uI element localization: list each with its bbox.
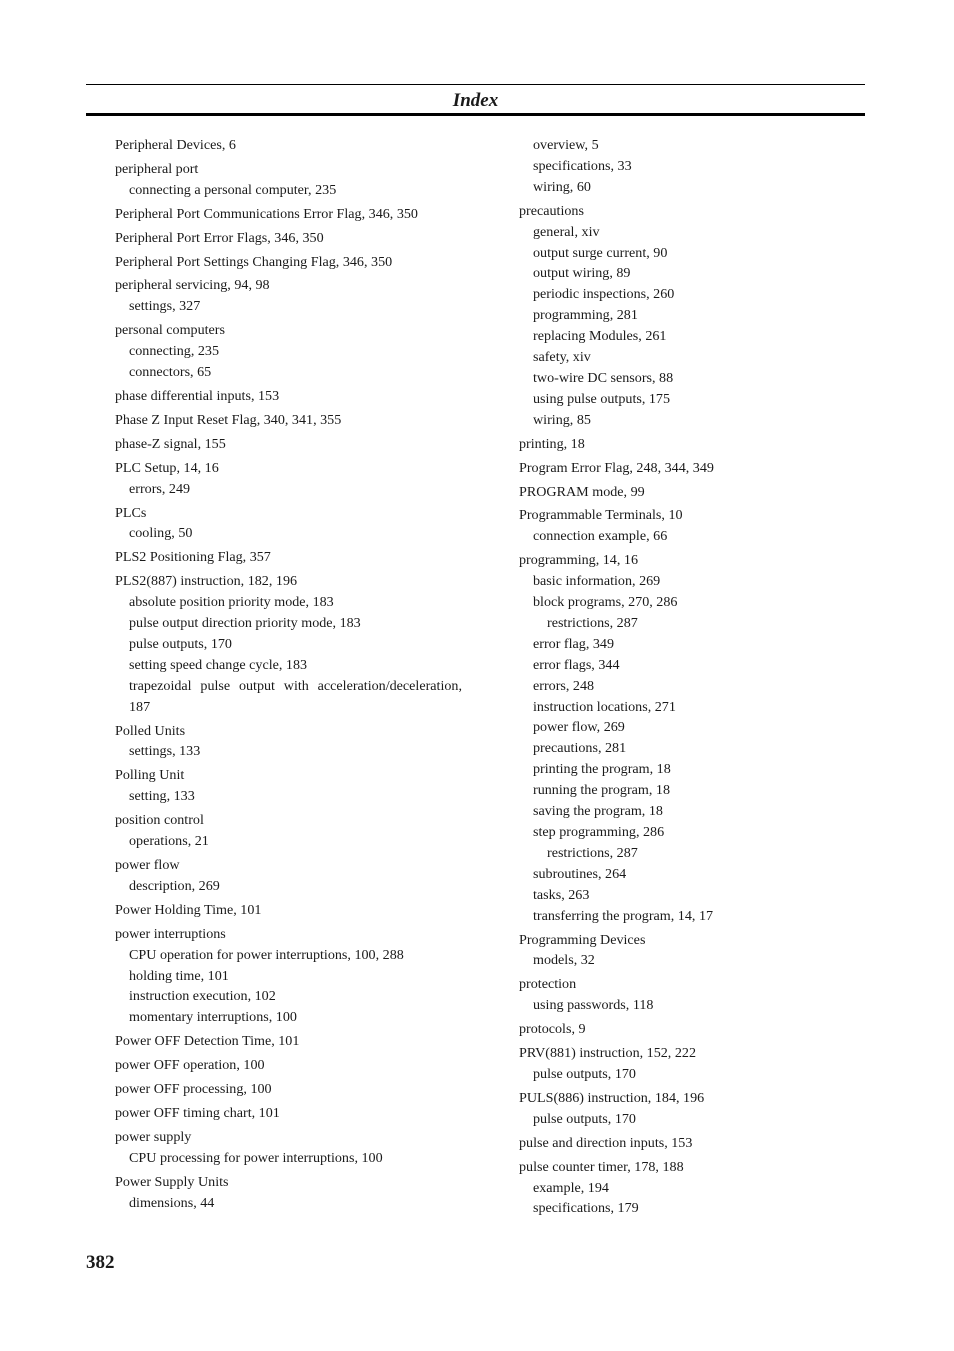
index-entry	[115, 924, 465, 1029]
index-subterm: connecting, 235	[129, 343, 220, 360]
index-subterm: pulse outputs, 170	[533, 1065, 636, 1082]
index-subterm: instruction locations, 271	[533, 698, 676, 715]
index-subterm: connection example, 66	[533, 528, 668, 545]
index-subterm: block programs, 270, 286	[533, 594, 678, 611]
index-subterm: settings, 133	[129, 743, 201, 760]
index-entry	[519, 1088, 869, 1130]
index-subterm: periodic inspections, 260	[533, 286, 675, 303]
index-term: Programmable Terminals, 10	[519, 507, 683, 524]
index-term: Programming Devices	[519, 931, 646, 948]
index-entry	[115, 252, 465, 273]
index-term: Peripheral Devices, 6	[115, 137, 236, 153]
index-entry	[519, 1043, 869, 1085]
index-subterm: pulse outputs, 170	[533, 1110, 636, 1127]
index-subterm: safety, xiv	[533, 349, 591, 366]
index-subterm: description, 269	[129, 877, 220, 894]
index-subterm: connecting a personal computer, 235	[129, 181, 337, 198]
index-subterm: setting speed change cycle, 183	[129, 656, 308, 673]
index-entry	[115, 1031, 465, 1052]
index-subterm: settings, 327	[129, 298, 201, 315]
index-entry	[115, 571, 465, 717]
index-term: personal computers	[115, 322, 225, 339]
index-term: Peripheral Port Settings Changing Flag, 346, 350	[115, 253, 393, 270]
index-subterm: using passwords, 118	[533, 997, 654, 1014]
index-entry	[115, 275, 465, 317]
index-entry	[115, 135, 465, 156]
index-term: pulse counter timer, 178, 188	[519, 1158, 684, 1175]
index-subterm: two-wire DC sensors, 88	[533, 369, 674, 386]
index-subterm: saving the program, 18	[533, 803, 663, 820]
index-subterm: wiring, 85	[533, 411, 591, 428]
index-subterm: basic information, 269	[533, 573, 661, 590]
index-term: Phase Z Input Reset Flag, 340, 341, 355	[115, 411, 342, 428]
index-subterm: output wiring, 89	[533, 265, 631, 282]
index-entry	[115, 204, 465, 225]
index-term: PULS(886) instruction, 184, 196	[519, 1089, 705, 1106]
index-subterm: replacing Modules, 261	[533, 328, 667, 345]
index-subterm: error flags, 344	[533, 656, 620, 673]
index-term: position control	[115, 812, 204, 829]
index-subterm: printing the program, 18	[533, 761, 671, 778]
index-subterm: holding time, 101	[129, 967, 229, 984]
index-entry	[519, 930, 869, 972]
index-term: pulse and direction inputs, 153	[519, 1134, 693, 1151]
index-subterm: step programming, 286	[533, 824, 665, 840]
index-term: PLC Setup, 14, 16	[115, 459, 219, 476]
index-subterm: output surge current, 90	[533, 244, 668, 261]
index-entry	[115, 228, 465, 249]
index-term: power supply	[115, 1128, 192, 1145]
index-term: programming, 14, 16	[519, 552, 638, 569]
index-subterm: dimensions, 44	[129, 1194, 215, 1211]
index-subterm: restrictions, 287	[547, 844, 638, 861]
index-term: protection	[519, 976, 577, 993]
index-entry	[519, 1133, 869, 1154]
index-entry	[519, 201, 869, 431]
index-subterm: programming, 281	[533, 307, 638, 324]
index-subterm: models, 32	[533, 952, 595, 969]
index-entry	[115, 855, 465, 897]
index-subterm: error flag, 349	[533, 635, 615, 652]
index-subterm: tasks, 263	[533, 886, 590, 903]
index-subterm: wiring, 60	[533, 178, 591, 195]
index-term: power OFF processing, 100	[115, 1081, 272, 1098]
index-entry	[115, 900, 465, 921]
index-entry	[519, 458, 869, 479]
index-entry	[519, 1019, 869, 1040]
index-subterm: specifications, 179	[533, 1200, 639, 1217]
index-term: PRV(881) instruction, 152, 222	[519, 1045, 696, 1062]
index-column-right	[519, 135, 869, 1222]
header-rule-bottom	[86, 113, 865, 116]
index-term: printing, 18	[519, 435, 585, 452]
index-term: PLS2(887) instruction, 182, 196	[115, 573, 298, 590]
index-term: Polling Unit	[115, 767, 185, 784]
index-entry	[519, 135, 869, 198]
index-subterm: CPU operation for power interruptions, 100, 288	[129, 946, 404, 963]
index-term: Power Supply Units	[115, 1173, 229, 1190]
index-entry	[115, 159, 465, 201]
index-entry	[519, 974, 869, 1016]
index-subterm: transferring the program, 14, 17	[533, 907, 714, 924]
index-subterm: setting, 133	[129, 788, 195, 805]
index-subterm: running the program, 18	[533, 782, 670, 799]
index-term: peripheral servicing, 94, 98	[115, 277, 270, 294]
index-entry	[115, 1172, 465, 1214]
index-entry	[519, 550, 869, 926]
index-subterm: overview, 5	[533, 137, 599, 153]
header-rule-top	[86, 84, 865, 85]
index-subterm: momentary interruptions, 100	[129, 1009, 297, 1026]
index-term: power flow	[115, 857, 180, 873]
index-subterm: instruction execution, 102	[129, 988, 276, 1005]
index-term: PLS2 Positioning Flag, 357	[115, 549, 271, 566]
index-entry	[519, 505, 869, 547]
index-entry	[115, 765, 465, 807]
index-entry	[115, 410, 465, 431]
index-subterm: pulse outputs, 170	[129, 635, 232, 652]
page-header-title: Index	[452, 90, 499, 111]
index-subterm: general, xiv	[533, 223, 600, 240]
index-term: precautions	[519, 202, 584, 219]
index-subterm: cooling, 50	[129, 525, 193, 542]
index-entry	[115, 434, 465, 455]
index-term: Peripheral Port Communications Error Flag, 346, 350	[115, 205, 418, 222]
index-subterm: specifications, 33	[533, 157, 632, 174]
index-entry	[115, 1127, 465, 1169]
index-term: peripheral port	[115, 160, 199, 177]
index-term: phase differential inputs, 153	[115, 387, 280, 404]
index-entry	[115, 1055, 465, 1076]
index-term: power OFF timing chart, 101	[115, 1104, 280, 1121]
index-subterm: power flow, 269	[533, 719, 625, 736]
index-entry	[115, 320, 465, 383]
index-term: Polled Units	[115, 722, 186, 739]
index-entry	[115, 503, 465, 545]
index-subterm: pulse output direction priority mode, 183	[129, 615, 361, 632]
index-entry	[519, 1157, 869, 1220]
index-entry	[115, 1103, 465, 1124]
index-subterm: operations, 21	[129, 833, 209, 850]
index-entry	[115, 1079, 465, 1100]
index-subterm: precautions, 281	[533, 740, 627, 757]
index-subterm: 187	[129, 698, 151, 715]
index-term: Power OFF Detection Time, 101	[115, 1033, 300, 1050]
index-term: protocols, 9	[519, 1021, 586, 1038]
index-entry	[115, 386, 465, 407]
index-subterm: errors, 248	[533, 677, 595, 694]
index-entry	[115, 721, 465, 763]
index-term: power OFF operation, 100	[115, 1057, 265, 1074]
index-term: phase-Z signal, 155	[115, 435, 226, 452]
index-subterm: example, 194	[533, 1179, 609, 1196]
index-subterm: restrictions, 287	[547, 614, 638, 631]
page-number: 382	[86, 1252, 115, 1273]
index-term: Peripheral Port Error Flags, 346, 350	[115, 229, 324, 246]
index-entry	[115, 810, 465, 852]
index-term: power interruptions	[115, 925, 226, 942]
index-term: Power Holding Time, 101	[115, 901, 262, 918]
index-subterm: subroutines, 264	[533, 865, 627, 882]
index-subterm: using pulse outputs, 175	[533, 390, 671, 407]
index-subterm: absolute position priority mode, 183	[129, 594, 334, 611]
index-term: Program Error Flag, 248, 344, 349	[519, 459, 714, 476]
index-entry	[115, 458, 465, 500]
index-subterm: connectors, 65	[129, 364, 212, 381]
index-term: PLCs	[115, 504, 147, 521]
index-entry	[519, 434, 869, 455]
index-entry	[519, 482, 869, 503]
index-subterm: trapezoidal pulse output with acceleration/deceleration,	[129, 677, 462, 694]
index-subterm: CPU processing for power interruptions, 100	[129, 1149, 383, 1166]
index-column-left	[115, 135, 465, 1217]
index-entry	[115, 547, 465, 568]
index-term: PROGRAM mode, 99	[519, 483, 645, 500]
index-subterm: errors, 249	[129, 480, 191, 497]
